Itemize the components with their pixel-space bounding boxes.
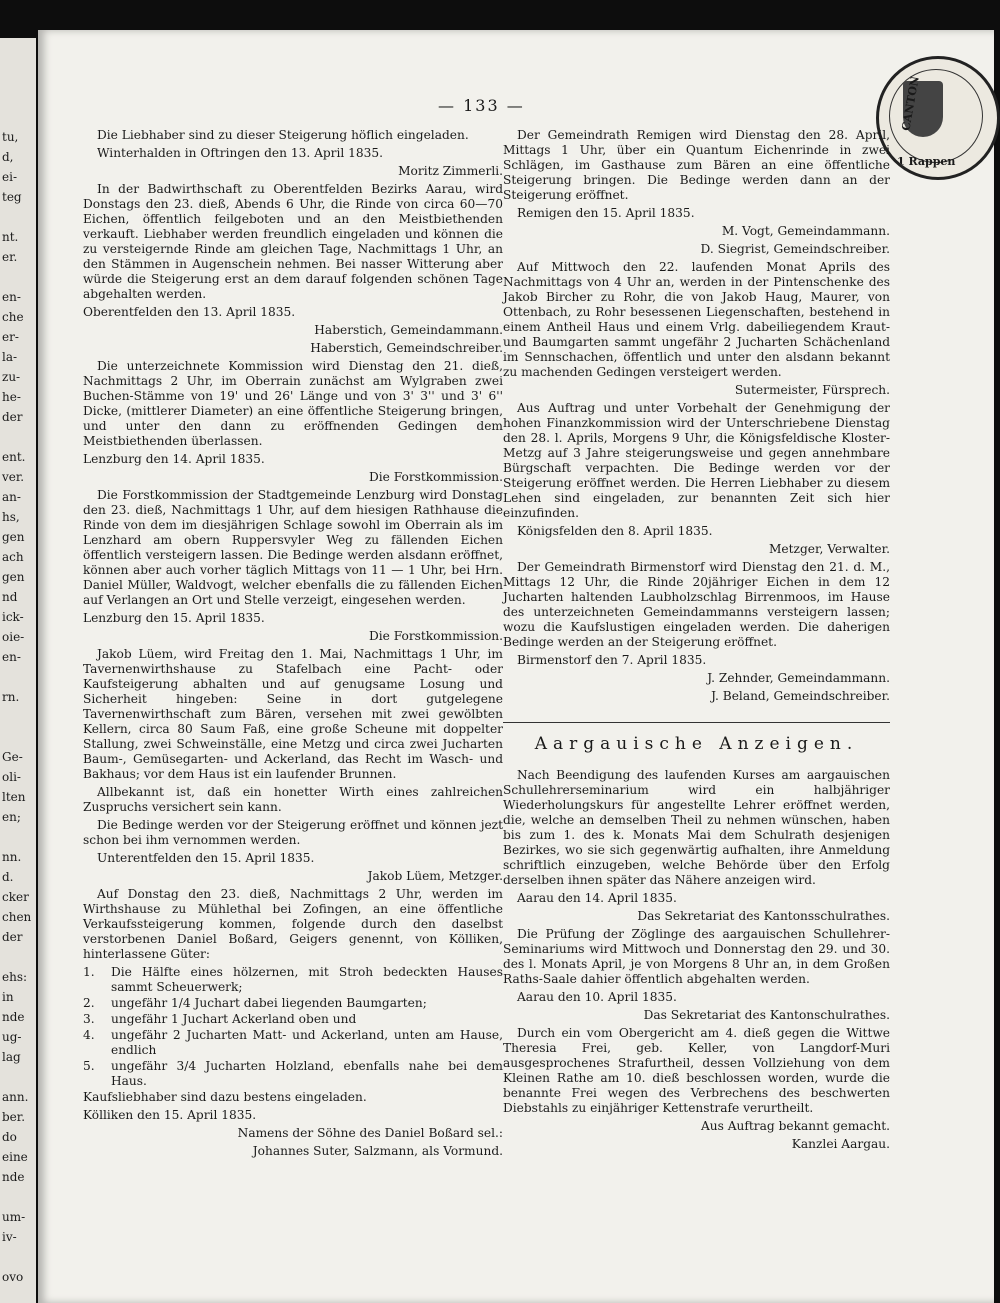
newspaper-page [38,30,994,1303]
notice-signature: Jakob Lüem, Metzger. [367,869,503,883]
notice-signature: Kanzlei Aargau. [791,1137,890,1151]
notice-text: Der Gemeindrath Remigen wird Dienstag den 28. April, Mittags 1 Uhr, über ein Quantum Eichenrinde in zwei Schlägen, im Gasthause zum Bären an eine öffentliche Steigerung bringen. Die Bedinge werden dann an der Steigerung eröffnet. [503,128,890,202]
list-item-text: ungefähr 2 Jucharten Matt- und Ackerland, unten am Hause, endlich [111,1028,503,1057]
notice-place-date: Lenzburg den 14. April 1835. [83,452,265,466]
prev-page-fragment: ver. [2,470,25,484]
prev-page-fragment: er. [2,250,18,264]
list-item [83,1059,503,1089]
notice-signature: J. Beland, Gemeindschreiber. [711,689,890,703]
list-item-text: ungefähr 3/4 Jucharten Holzland, ebenfalls nahe bei dem Haus. [111,1059,503,1088]
prev-page-fragment: lten [2,790,26,804]
notice-text: Die Liebhaber sind zu dieser Steigerung höflich eingeladen. [97,128,469,142]
notice-signature: Sutermeister, Fürsprech. [734,383,890,397]
prev-page-fragment: iv- [2,1230,17,1244]
prev-page-fragment: an- [2,490,21,504]
notice-place-date: Remigen den 15. April 1835. [517,206,695,220]
prev-page-fragment: rn. [2,690,20,704]
stamp-text-top: CANTON [899,75,922,132]
prev-page-fragment: lag [2,1050,21,1064]
prev-page-fragment: che [2,310,24,324]
canton-stamp [876,56,1000,180]
prev-page-fragment: oie- [2,630,25,644]
notice-signature: Die Forstkommission. [368,629,503,643]
prev-page-fragment: nd [2,590,18,604]
prev-page-fragment: Ge- [2,750,23,764]
prev-page-fragment: ug- [2,1030,22,1044]
prev-page-fragment: nde [2,1010,25,1024]
right-column [503,128,890,1155]
notice-text: Aus Auftrag und unter Vorbehalt der Genehmigung der hohen Finanzkommission wird der Unterschriebene Dienstag den 28. l. Aprils, Morgens 9 Uhr, die Königsfeldische Kloster-Metzg auf 3 Jahre steigerungsweise und gegen annehmbare Bürgschaft verpachten. Die Bedinge werden vor der Steigerung eröffnet werden. Die Herren Liebhaber zu diesem Lehen sind eingeladen, zur benannten Zeit sich hier einzufinden. [503,401,890,520]
notice-text: Allbekannt ist, daß ein honetter Wirth eines zahlreichen Zuspruchs versichert sein kann. [83,785,503,814]
section-heading: Aargauische Anzeigen. [534,734,859,754]
prev-page-fragment: gen [2,530,25,544]
notice-text: Die Prüfung der Zöglinge des aargauischen Schullehrer-Seminariums wird Mittwoch und Donnerstag den 29. und 30. des l. Monats April, je von Morgens 8 Uhr an, in dem Großen Raths-Saale dahier öffentlich abgehalten werden. [503,927,890,986]
prev-page-fragment: d. [2,870,14,884]
prev-page-fragment: tu, [2,130,19,144]
notice-place-date: Königsfelden den 8. April 1835. [517,524,713,538]
prev-page-fragment: oli- [2,770,21,784]
list-item [83,1012,503,1027]
notice-place-date: Oberentfelden den 13. April 1835. [83,305,296,319]
prev-page-fragment: um- [2,1210,26,1224]
notice-text: Auf Donstag den 23. dieß, Nachmittags 2 Uhr, werden im Wirthshause zu Mühlethal bei Zofingen, an eine öffentliche Verkaufssteigerung kommen, folgende durch den daselbst verstorbenen Daniel Boßard, Geigers genennt, von Kölliken, hinterlassene Güter: [83,887,503,961]
notice-place-date: Aarau den 14. April 1835. [517,891,677,905]
notice-signature: Die Forstkommission. [368,470,503,484]
prev-page-fragment: ent. [2,450,26,464]
prev-page-fragment: en- [2,290,21,304]
list-item [83,965,503,995]
notice-signature: Haberstich, Gemeindschreiber. [310,341,503,355]
notice-signature: Johannes Suter, Salzmann, als Vormund. [252,1144,503,1158]
prev-page-fragment: der [2,410,23,424]
prev-page-fragment: ick- [2,610,24,624]
prev-page-fragment: nde [2,1170,25,1184]
notice-place-date: Kölliken den 15. April 1835. [83,1108,257,1122]
list-item-text: ungefähr 1/4 Juchart dabei liegenden Baumgarten; [111,996,427,1010]
notice-signature: Das Sekretariat des Kantonschulrathes. [643,1008,890,1022]
prev-page-fragment: la- [2,350,18,364]
notice-text: Jakob Lüem, wird Freitag den 1. Mai, Nachmittags 1 Uhr, im Tavernenwirthshause zu Stafelbach eine Pacht- oder Kaufsteigerung abhalten und auf genugsame Losung und Sicherheit hingeben: Seine in dort gutgelegene Tavernenwirthschaft zum Bären, versehen mit zwei gewölbten Kellern, circa 80 Saum Faß, eine große Scheune mit doppelter Stallung, zwei Schweinställe, eine Metzg und circa zwei Jucharten Baum-, Gemüsegarten- und Ackerland, das Recht im Wasch- und Bakhaus; vor dem Haus ist ein laufender Brunnen. [83,647,503,781]
notice-place-date: Unterentfelden den 15. April 1835. [97,851,315,865]
notice-signature: Namens der Söhne des Daniel Boßard sel.: [237,1126,503,1140]
notice-text: Die Forstkommission der Stadtgemeinde Lenzburg wird Donstag den 23. dieß, Nachmittags 1 Uhr, auf dem hiesigen Rathhause die Rinde von dem im diesjährigen Schlage sowohl im Oberrain als im Lenzhard am obern Ruppersvyler Weg zu fällenden Eichen öffentlich versteigern lassen. Die Bedinge werden alsdann eröffnet, können aber auch vorher täglich Mittags von 11 — 1 Uhr, bei Hrn. Daniel Müller, Waldvogt, welcher ebenfalls die zu fällenden Eichen auf Verlangen an Ort und Stelle verzeigt, eingesehen werden. [83,488,503,607]
notice-text: Die Bedinge werden vor der Steigerung eröffnet und können jezt schon bei ihm vernommen werden. [83,818,503,847]
stamp-text-bottom: 1 Rappen [897,155,956,168]
prev-page-fragment: ach [2,550,24,564]
prev-page-fragment: en- [2,650,21,664]
notice-text: Der Gemeindrath Birmenstorf wird Dienstag den 21. d. M., Mittags 12 Uhr, die Rinde 20jähriger Eichen in dem 12 Jucharten haltenden Laubholzschlag Birrenmoos, im Hause des unterzeichneten Gemeindammanns versteigern lassen; wozu die Kaufslustigen eingeladen werden. Die daherigen Bedinge werden an der Steigerung eröffnet. [503,560,890,649]
prev-page-fragment: der [2,930,23,944]
list-item-number: 4. [83,1028,95,1042]
notice-place-date: Lenzburg den 15. April 1835. [83,611,265,625]
property-list [83,965,503,1089]
list-item-number: 1. [83,965,95,979]
prev-page-fragment: d, [2,150,14,164]
prev-page-fragment: ber. [2,1110,26,1124]
previous-page-edge [0,38,36,1303]
page-number: — 133 — [438,96,525,115]
prev-page-fragment: nt. [2,230,19,244]
list-item [83,996,503,1011]
notice-signature: Metzger, Verwalter. [768,542,890,556]
notice-text: Nach Beendigung des laufenden Kurses am aargauischen Schullehrerseminarium wird ein halbjähriger Wiederholungskurs für angestellte Lehrer eröffnet werden, die, welche an demselben Theil zu nehmen wünschen, haben bis zum 1. des k. Monats Mai dem Schulrath desjenigen Bezirkes, wo sie sich gegenwärtig aufhalten, ihre Anmeldung schriftlich einzugeben, welche Behörde über den Erfolg derselben ihnen später das Nähere anzeigen wird. [503,768,890,887]
section-divider [503,722,890,723]
prev-page-fragment: in [2,990,14,1004]
prev-page-fragment: hs, [2,510,20,524]
prev-page-fragment: zu- [2,370,21,384]
prev-page-fragment: ehs: [2,970,28,984]
prev-page-fragment: eine [2,1150,28,1164]
notice-signature: M. Vogt, Gemeindammann. [721,224,890,238]
notice-text: In der Badwirthschaft zu Oberentfelden Bezirks Aarau, wird Donstags den 23. dieß, Abends 6 Uhr, die Rinde von circa 60—70 Eichen, öffentlich feilgeboten und an den Meistbiethenden verkauft. Liebhaber werden freundlich eingeladen und können die zu versteigernde Rinde am gleichen Tage, Nachmittags 1 Uhr, an den Stämmen in Augenschein nehmen. Bei nasser Witterung aber würde die Steigerung erst an dem darauf folgenden schönen Tage abgehalten werden. [83,182,503,301]
prev-page-fragment: ei- [2,170,17,184]
notice-place-date: Birmenstorf den 7. April 1835. [517,653,707,667]
list-item-text: ungefähr 1 Juchart Ackerland oben und [111,1012,357,1026]
prev-page-fragment: chen [2,910,32,924]
list-item-number: 2. [83,996,95,1010]
prev-page-fragment: teg [2,190,22,204]
notice-signature: Moritz Zimmerli. [398,164,503,178]
prev-page-fragment: he- [2,390,21,404]
prev-page-fragment: do [2,1130,17,1144]
notice-text: Auf Mittwoch den 22. laufenden Monat Aprils des Nachmittags von 4 Uhr an, werden in der Pintenschenke des Jakob Bircher zu Rohr, die von Jakob Haug, Maurer, von Ottenbach, zu Rohr besessenen Liegenschaften, bestehend in einem Antheil Haus und einem Vrlg. dabeiliegendem Kraut- und Baumgarten sammt ungefähr 2 Jucharten Schächenland im Sennschachen, öffentlich und unter den alsdann bekannt zu machenden Gedingen versteigert werden. [503,260,890,379]
notice-signature: D. Siegrist, Gemeindschreiber. [700,242,890,256]
notice-text: Durch ein vom Obergericht am 4. dieß gegen die Wittwe Theresia Frei, geb. Keller, von Langdorf-Muri ausgesprochenes Strafurtheil, dessen Vollziehung von dem Kleinen Rathe am 10. dieß beschlossen worden, wurde die benannte Frei wegen des Verbrechens des beschwerten Diebstahls zu einjähriger Kettenstrafe verurtheilt. [503,1026,890,1115]
list-item-number: 3. [83,1012,95,1026]
prev-page-fragment: gen [2,570,25,584]
notice-text: Kaufsliebhaber sind dazu bestens eingeladen. [83,1090,367,1104]
list-item-text: Die Hälfte eines hölzernen, mit Stroh bedeckten Hauses sammt Scheuerwerk; [111,965,503,994]
prev-page-fragment: nn. [2,850,22,864]
prev-page-fragment: er- [2,330,19,344]
notice-text: Die unterzeichnete Kommission wird Dienstag den 21. dieß, Nachmittags 2 Uhr, im Oberrain zunächst am Wylgraben zwei Buchen-Stämme von 19' und 26' Länge und von 3' 3'' und 3' 6'' Dicke, (mittlerer Diameter) an eine öffentliche Steigerung bringen, und unter den dann zu eröffnenden Gedingen dem Meistbiethenden überlassen. [83,359,503,448]
left-column [83,128,503,1162]
prev-page-fragment: ann. [2,1090,29,1104]
notice-place-date: Winterhalden in Oftringen den 13. April 1835. [97,146,384,160]
list-item [83,1028,503,1058]
prev-page-fragment: ovo [2,1270,24,1284]
notice-signature: Das Sekretariat des Kantonsschulrathes. [637,909,890,923]
list-item-number: 5. [83,1059,95,1073]
prev-page-fragment: en; [2,810,21,824]
notice-signature: Haberstich, Gemeindammann. [314,323,503,337]
prev-page-fragment: cker [2,890,29,904]
notice-signature: J. Zehnder, Gemeindammann. [707,671,890,685]
notice-signature: Aus Auftrag bekannt gemacht. [700,1119,890,1133]
notice-place-date: Aarau den 10. April 1835. [517,990,677,1004]
